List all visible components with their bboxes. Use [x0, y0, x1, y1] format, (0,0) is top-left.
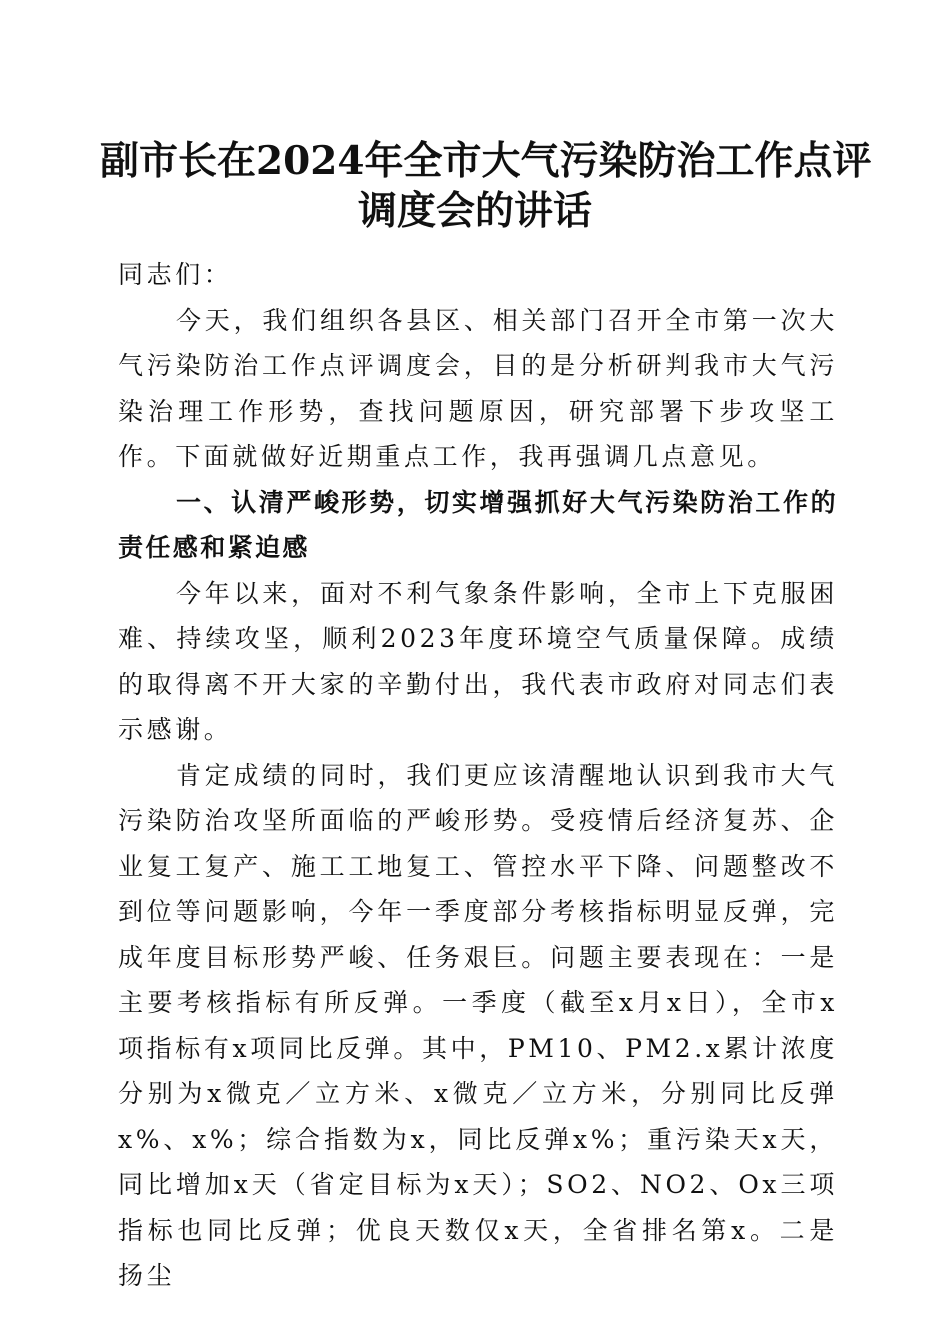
paragraph-situation: 肯定成绩的同时，我们更应该清醒地认识到我市大气污染防治攻坚所面临的严峻形势。受疫情后经济复苏、企业复工复产、施工工地复工、管控水平下降、问题整改不到位等问题影响，今年一季度部分考核指标明显反弹，完成年度目标形势严峻、任务艰巨。问题主要表现在：一是主要考核指标有所反弹。一季度（截至x月x日），全市x项指标有x项同比反弹。其中，PM10、PM2.x累计浓度分别为x微克／立方米、x微克／立方米，分别同比反弹x%、x%；综合指数为x，同比反弹x%；重污染天x天，同比增加x天（省定目标为x天）；SO2、NO2、Ox三项指标也同比反弹；优良天数仅x天，全省排名第x。二是扬尘 — [118, 760, 838, 1290]
title-line-1: 副市长在2024年全市大气污染防治工作点评 — [100, 138, 872, 184]
section-heading-1: 一、认清严峻形势，切实增强抓好大气污染防治工作的责任感和紧迫感 — [118, 487, 838, 562]
salutation: 同志们： — [118, 260, 233, 289]
document-body — [118, 252, 838, 1299]
document-title — [100, 136, 872, 236]
title-line-2: 调度会的讲话 — [357, 188, 592, 234]
paragraph-achievements: 今年以来，面对不利气象条件影响，全市上下克服困难、持续攻坚，顺利2023年度环境空气质量保障。成绩的取得离不开大家的辛勤付出，我代表市政府对同志们表示感谢。 — [118, 578, 838, 744]
paragraph-intro: 今天，我们组织各县区、相关部门召开全市第一次大气污染防治工作点评调度会，目的是分析研判我市大气污染治理工作形势，查找问题原因，研究部署下步攻坚工作。下面就做好近期重点工作，我再强调几点意见。 — [118, 305, 838, 471]
